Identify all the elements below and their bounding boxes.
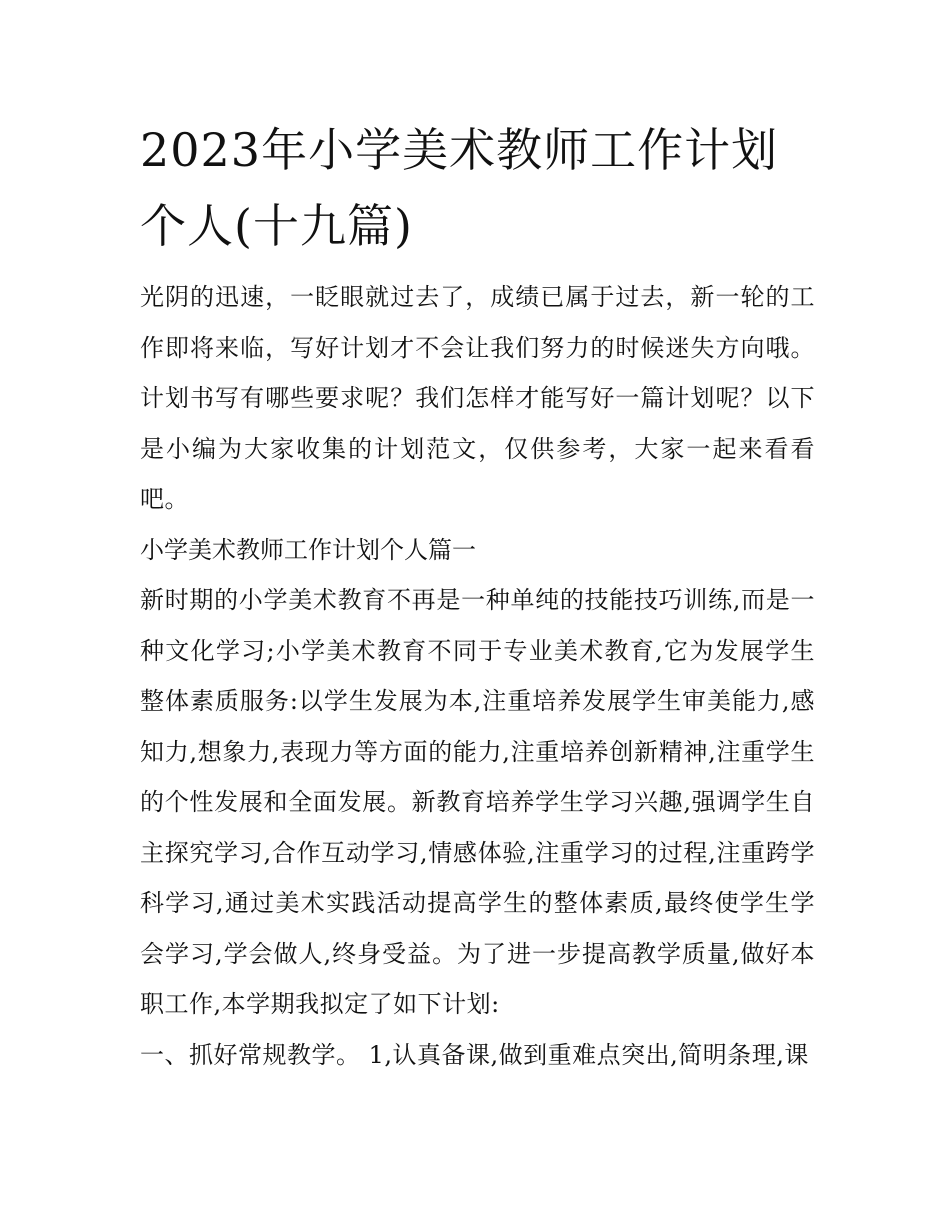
- body-paragraph: 新时期的小学美术教育不再是一种单纯的技能技巧训练,而是一种文化学习;小学美术教育不同于专业美术教育,它为发展学生整体素质服务:以学生发展为本,注重培养发展学生审美能力,感知力,想象力,表现力等方面的能力,注重培养创新精神,注重学生的个性发展和全面发展。新教育培养学生学习兴趣,强调学生自主探究学习,合作互动学习,情感体验,注重学习的过程,注重跨学科学习,通过美术实践活动提高学生的整体素质,最终使学生学会学习,学会做人,终身受益。为了进一步提高教学质量,做好本职工作,本学期我拟定了如下计划:: [140, 586, 815, 1018]
- section-heading: 小学美术教师工作计划个人篇一: [140, 535, 476, 564]
- plan-item-line: 一、抓好常规教学。 1,认真备课,做到重难点突出,简明条理,课: [140, 1040, 809, 1069]
- intro-paragraph: 光阴的迅速，一眨眼就过去了，成绩已属于过去，新一轮的工作即将来临，写好计划才不会让我们努力的时候迷失方向哦。计划书写有哪些要求呢？我们怎样才能写好一篇计划呢？以下是小编为大家收集的计划范文，仅供参考，大家一起来看看吧。: [140, 283, 815, 513]
- document-title: 2023年小学美术教师工作计划个人(十九篇): [140, 123, 779, 253]
- document-page: [140, 112, 815, 1080]
